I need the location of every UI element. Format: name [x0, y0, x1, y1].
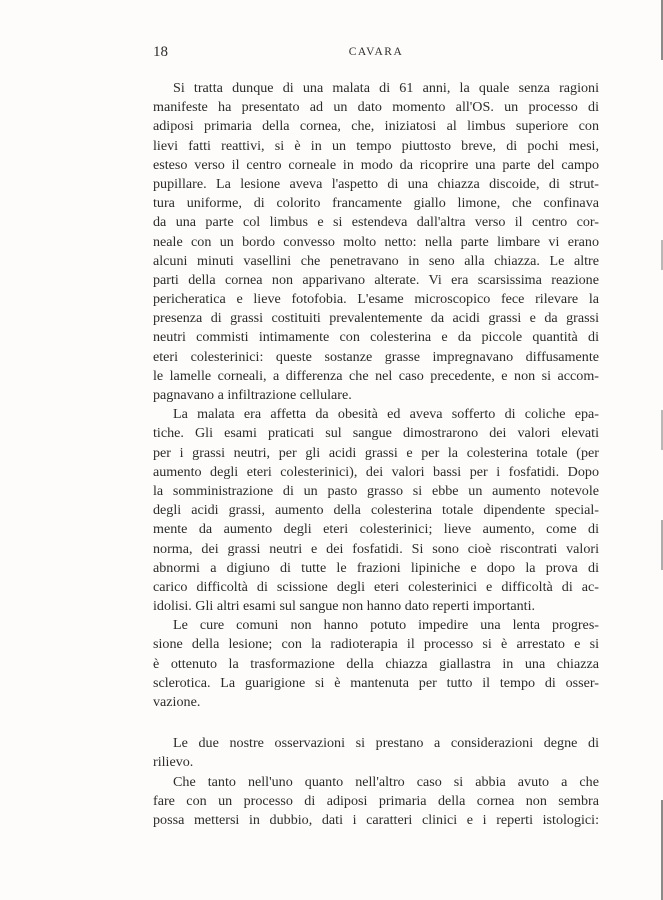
text-line: Che tanto nell'uno quanto nell'altro caso si abbia avuto a che — [173, 773, 599, 790]
paragraph — [153, 405, 599, 616]
text-line: tiche. Gli esami praticati sul sangue dimostrarono dei valori elevati — [153, 425, 599, 442]
paragraph-gap — [153, 712, 599, 734]
text-line: norma, dei grassi neutri e dei fosfatidi. Si sono cioè riscontrati valori — [153, 540, 599, 557]
text-line: la somministrazione di un pasto grasso si ebbe un aumento notevole — [153, 482, 599, 499]
paragraph — [153, 734, 599, 772]
text-line: rilievo. — [153, 754, 194, 771]
text-line: Le cure comuni non hanno potuto impedire una lenta progres- — [173, 617, 599, 634]
text-line: carico difficoltà di scissione degli eteri colesterinici e difficoltà di ac- — [153, 578, 599, 595]
text-line: sione della lesione; con la radioterapia il processo si è arrestato e si — [153, 636, 599, 653]
text-line: Le due nostre osservazioni si prestano a considerazioni degne di — [173, 735, 599, 752]
text-line: presenza di grassi costituiti prevalentemente da acidi grassi e da grassi — [153, 310, 599, 327]
text-line: possa mettersi in dubbio, dati i caratteri clinici e i reperti istologici: — [153, 811, 599, 828]
page-header — [153, 44, 599, 64]
text-line: abnormi a digiuno di tutte le frazioni lipiniche e dopo la prova di — [153, 559, 599, 576]
running-head: CAVARA — [348, 46, 404, 58]
body-text — [153, 79, 599, 830]
text-line: lievi fatti reattivi, si è in un tempo piuttosto breve, di pochi mesi, — [153, 137, 599, 154]
text-line: Si tratta dunque di una malata di 61 anni, la quale senza ragioni — [173, 80, 599, 96]
paragraph — [153, 616, 599, 712]
text-line: manifeste ha presentato ad un dato momento all'OS. un processo di — [153, 99, 599, 116]
text-line: le lamelle corneali, a differenza che nel caso precedente, e non si accom- — [153, 367, 599, 384]
text-line: parti della cornea non apparivano alterate. Vi era scarsissima reazione — [153, 271, 599, 288]
text-line: è ottenuto la trasformazione della chiazza giallastra in una chiazza — [153, 655, 599, 672]
text-line: eteri colesterinici: queste sostanze grasse impregnavano diffusamente — [153, 348, 599, 365]
text-line: alcuni minuti vasellini che penetravano in seno alla chiazza. Le altre — [153, 252, 599, 269]
text-line: neutri commisti intimamente con colesterina e da piccole quantità di — [153, 329, 599, 346]
text-line: pupillare. La lesione aveva l'aspetto di una chiazza discoide, di strut- — [153, 175, 599, 192]
text-line: esteso verso il centro corneale in modo da ricoprire una parte del campo — [153, 156, 599, 173]
text-line: pagnavano a infiltrazione cellulare. — [153, 387, 352, 403]
text-line: per i grassi neutri, per gli acidi grassi e per la colesterina totale (per — [153, 444, 599, 461]
text-line: degli acidi grassi, aumento della colesterina totale dipendente special- — [153, 502, 599, 519]
text-line: aumento degli eteri colesterinici), dei valori bassi per i fosfatidi. Dopo — [153, 463, 599, 480]
text-line: fare con un processo di adiposi primaria della cornea non sembra — [153, 792, 599, 809]
text-line: mente da aumento degli eteri colesterinici; lieve aumento, come di — [153, 521, 599, 538]
text-line: La malata era affetta da obesità ed aveva sofferto di coliche epa- — [173, 406, 599, 423]
text-line: pericheratica e lieve fotofobia. L'esame microscopico fece rilevare la — [153, 291, 599, 308]
text-line: adiposi primaria della cornea, che, iniziatosi al limbus superiore con — [153, 118, 599, 135]
text-line: da una parte col limbus e si estendeva dall'altra verso il centro cor- — [153, 214, 599, 231]
paragraph — [153, 79, 599, 405]
text-line: neale con un bordo convesso molto netto: nella parte limbare vi erano — [153, 233, 599, 250]
text-line: vazione. — [153, 694, 201, 710]
text-line: tura uniforme, di colorito francamente giallo limone, che confinava — [153, 195, 599, 212]
text-line: idolisi. Gli altri esami sul sangue non hanno dato reperti importanti. — [153, 598, 536, 615]
page-number: 18 — [153, 44, 168, 60]
text-line: sclerotica. La guarigione si è mantenuta per tutto il tempo di osser- — [153, 674, 599, 691]
paragraph — [153, 773, 599, 831]
